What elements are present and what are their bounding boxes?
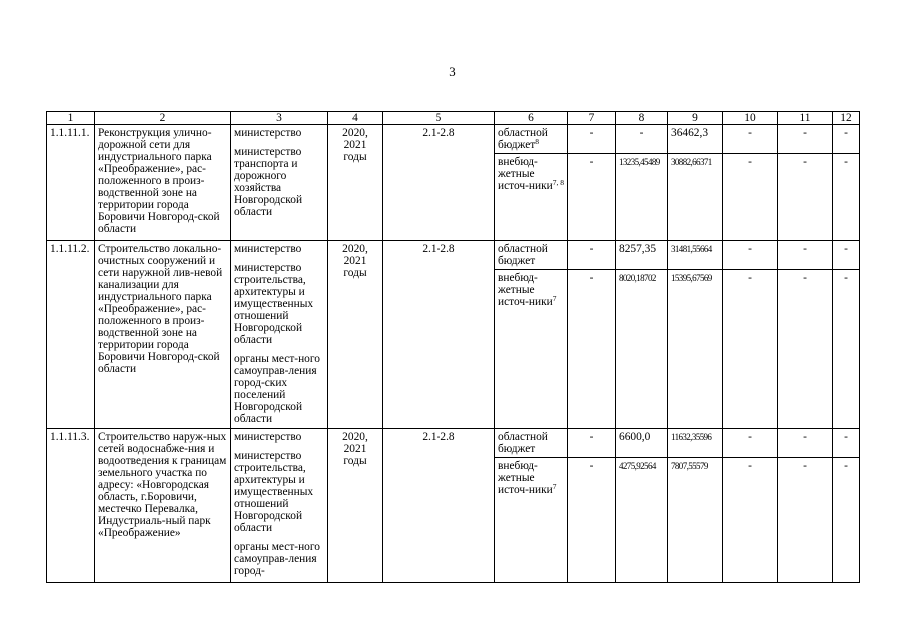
amount-cell: 31481,55664 [668, 241, 723, 270]
target-indicators: 2.1-2.8 [383, 429, 495, 583]
org-name: министерство транспорта и дорожного хозяйства Новгородской области [234, 146, 303, 218]
org-name: органы мест-ного самоуправ-ления город- [234, 541, 320, 577]
amount-cell: - [778, 458, 833, 583]
column-header: 9 [668, 112, 723, 125]
amount-cell: 6600,0 [616, 429, 668, 458]
amount-cell: - [778, 241, 833, 270]
item-name: Строительство наруж-ных сетей водоснабже-ния и водоотведения к границам земельного участка по адресу: «Новгородская область, г.Боровичи, местечко Перевалка, Индустриаль-ный парк «Преображение» [95, 429, 231, 583]
amount-cell: 36462,3 [668, 125, 723, 154]
column-header: 4 [328, 112, 383, 125]
amount-cell: - [568, 429, 616, 458]
amount-cell: - [568, 458, 616, 583]
footnote-ref: 8 [535, 137, 540, 146]
amount-cell: - [723, 458, 778, 583]
amount-cell: - [833, 429, 860, 458]
column-header: 7 [568, 112, 616, 125]
column-header: 8 [616, 112, 668, 125]
column-header: 1 [47, 112, 95, 125]
amount-cell: 8020,18702 [616, 270, 668, 429]
amount-cell: - [778, 154, 833, 241]
funding-source [495, 241, 568, 270]
item-name: Реконструкция улично-дорожной сети для индустриального парка «Преображение», рас-положенного в произ-водственной зоне на территории города Боровичи Новгород-ской области [95, 125, 231, 241]
funding-source [495, 458, 568, 583]
item-code: 1.1.11.3. [47, 429, 95, 583]
amount-cell: - [723, 429, 778, 458]
column-number-row [47, 112, 860, 125]
column-header: 3 [231, 112, 328, 125]
org-name: министерство [234, 243, 302, 255]
column-header: 6 [495, 112, 568, 125]
table-row [47, 125, 860, 154]
amount-cell: 8257,35 [616, 241, 668, 270]
implementation-years: 2020, 2021 годы [328, 241, 383, 429]
funding-source [495, 429, 568, 458]
funding-source [495, 270, 568, 429]
amount-cell: - [723, 241, 778, 270]
column-header: 2 [95, 112, 231, 125]
table-row [47, 429, 860, 458]
amount-cell: 11632,35596 [668, 429, 723, 458]
amount-cell: - [778, 429, 833, 458]
amount-cell: - [568, 270, 616, 429]
amount-cell: - [833, 125, 860, 154]
org-name: министерство [234, 431, 302, 443]
responsible-orgs [231, 125, 328, 241]
item-code: 1.1.11.1. [47, 125, 95, 241]
implementation-years: 2020, 2021 годы [328, 125, 383, 241]
amount-cell: - [833, 458, 860, 583]
org-name: министерство [234, 127, 302, 139]
funding-source [495, 125, 568, 154]
item-name: Строительство локально-очистных сооружений и сети наружной лив-невой канализации для индустриального парка «Преображение», рас-положенного в произ-водственной зоне на территории города Боровичи Новгород-ской области [95, 241, 231, 429]
amount-cell: - [723, 154, 778, 241]
funding-source-label: внебюд-жетные источ-ники [498, 272, 553, 308]
responsible-orgs [231, 429, 328, 583]
amount-cell: 15395,67569 [668, 270, 723, 429]
target-indicators: 2.1-2.8 [383, 125, 495, 241]
page-number: 3 [449, 64, 456, 79]
column-header: 11 [778, 112, 833, 125]
org-name: министерство строительства, архитектуры и имущественных отношений Новгородской области [234, 262, 314, 346]
amount-cell: 30882,66371 [668, 154, 723, 241]
amount-cell: 4275,92564 [616, 458, 668, 583]
footnote-ref: 7, 8 [552, 178, 564, 187]
column-header: 10 [723, 112, 778, 125]
amount-cell: - [723, 125, 778, 154]
funding-source-label: внебюд-жетные источ-ники [498, 156, 553, 192]
item-code: 1.1.11.2. [47, 241, 95, 429]
amount-cell: 13235,45489 [616, 154, 668, 241]
amount-cell: - [568, 125, 616, 154]
funding-source-label: областной бюджет [498, 243, 548, 267]
amount-cell: 7807,55579 [668, 458, 723, 583]
funding-source-label: областной бюджет [498, 431, 548, 455]
amount-cell: - [616, 125, 668, 154]
target-indicators: 2.1-2.8 [383, 241, 495, 429]
funding-source-label: внебюд-жетные источ-ники [498, 460, 553, 496]
amount-cell: - [778, 125, 833, 154]
amount-cell: - [568, 241, 616, 270]
column-header: 12 [833, 112, 860, 125]
amount-cell: - [723, 270, 778, 429]
footnote-ref: 7 [552, 482, 557, 491]
budget-table [46, 111, 860, 583]
amount-cell: - [833, 154, 860, 241]
org-name: органы мест-ного самоуправ-ления город-ских поселений Новгородской области [234, 353, 320, 425]
footnote-ref: 7 [552, 294, 557, 303]
column-header: 5 [383, 112, 495, 125]
amount-cell: - [778, 270, 833, 429]
org-name: министерство строительства, архитектуры и имущественных отношений Новгородской области [234, 450, 314, 534]
funding-source-label: областной бюджет [498, 127, 548, 151]
responsible-orgs [231, 241, 328, 429]
funding-source [495, 154, 568, 241]
implementation-years: 2020, 2021 годы [328, 429, 383, 583]
amount-cell: - [833, 241, 860, 270]
amount-cell: - [833, 270, 860, 429]
amount-cell: - [568, 154, 616, 241]
table-row [47, 241, 860, 270]
